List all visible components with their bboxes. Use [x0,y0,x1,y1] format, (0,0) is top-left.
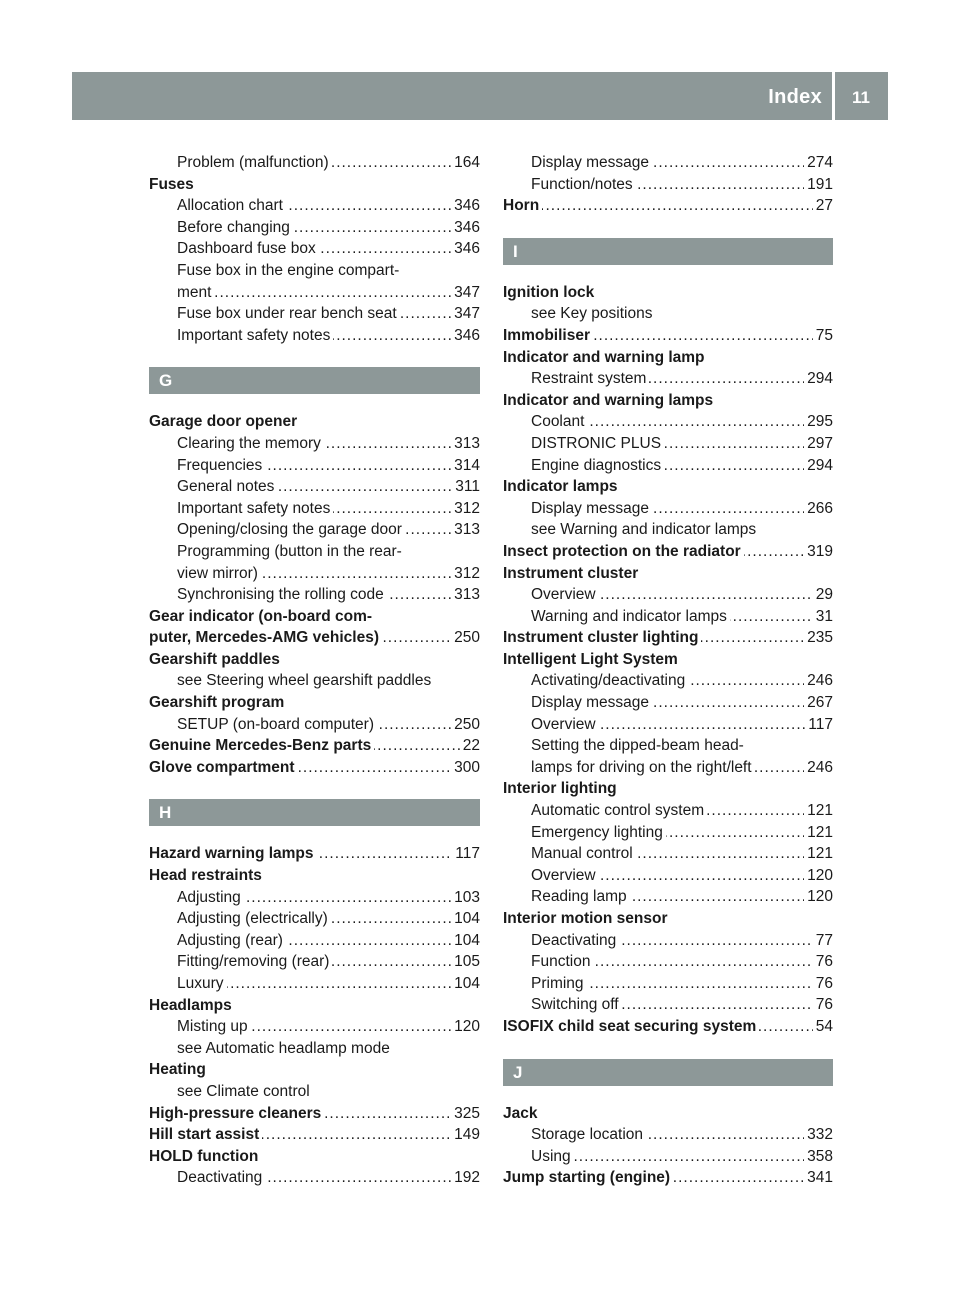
index-entry [149,843,480,865]
entry-page-number: 341 [804,1167,833,1189]
entry-label: lamps for driving on the right/left [531,757,755,779]
index-entry [149,174,480,196]
index-subentry [149,1038,480,1060]
index-subentry [149,973,480,995]
entry-label: see Automatic headlamp mode [177,1038,393,1060]
entry-label: see Climate control [177,1081,313,1103]
entry-page-number: 266 [804,498,833,520]
index-subentry [503,519,833,541]
entry-label: Horn [503,195,542,217]
entry-page-number: 346 [451,238,480,260]
index-entry [503,1016,833,1038]
index-subentry [149,714,480,736]
index-subentry [149,152,480,174]
entry-label: Problem (malfunction) [177,152,332,174]
index-subentry [149,519,480,541]
entry-page-number: 347 [451,282,480,304]
entry-page-number: 104 [451,908,480,930]
index-subentry [149,887,480,909]
index-subentry [503,411,833,433]
header-bar [72,72,888,120]
entry-label: Instrument cluster lighting [503,627,701,649]
entry-label: Adjusting (rear) [177,930,286,952]
entry-label: Ignition lock [503,282,597,304]
index-subentry [503,584,833,606]
entry-label: SETUP (on-board computer) [177,714,377,736]
dot-leader [503,195,833,217]
index-subentry [149,1081,480,1103]
index-subentry [503,973,833,995]
entry-label: Gear indicator (on-board com- [149,606,375,628]
index-subentry [149,951,480,973]
index-entry [503,541,833,563]
entry-page-number: 235 [804,627,833,649]
entry-page-number: 121 [804,822,833,844]
index-subentry [503,670,833,692]
entry-page-number: 319 [804,541,833,563]
entry-page-number: 54 [813,1016,833,1038]
index-subentry [503,757,833,779]
entry-page-number: 149 [451,1124,480,1146]
entry-page-number: 246 [804,670,833,692]
index-subentry [503,735,833,757]
entry-page-number: 76 [813,951,833,973]
entry-page-number: 250 [451,714,480,736]
entry-page-number: 346 [451,195,480,217]
index-subentry [149,930,480,952]
entry-label: Automatic control system [531,800,707,822]
entry-label: Immobiliser [503,325,593,347]
entry-label: Instrument cluster [503,563,641,585]
entry-label: Jack [503,1103,540,1125]
entry-label: Function [531,951,593,973]
index-entry [503,627,833,649]
index-subentry [149,433,480,455]
index-entry [503,649,833,671]
index-subentry [503,714,833,736]
entry-label: Warning and indicator lamps [531,606,730,628]
entry-page-number: 77 [813,930,833,952]
entry-label: Overview [531,865,599,887]
entry-page-number: 325 [451,1103,480,1125]
entry-page-number: 103 [451,887,480,909]
entry-page-number: 192 [451,1167,480,1189]
index-entry [149,1124,480,1146]
index-entry [149,606,480,628]
entry-page-number: 31 [813,606,833,628]
index-subentry [503,368,833,390]
index-subentry [149,498,480,520]
index-subentry [503,455,833,477]
index-entry [149,1103,480,1125]
index-subentry [503,994,833,1016]
index-entry [503,282,833,304]
entry-page-number: 117 [452,843,480,865]
index-entry [503,347,833,369]
entry-page-number: 104 [451,930,480,952]
index-subentry [503,951,833,973]
index-subentry [503,886,833,908]
index-subentry [503,303,833,325]
index-subentry [149,238,480,260]
index-subentry [149,1167,480,1189]
index-subentry [503,433,833,455]
entry-label: Luxury [177,973,227,995]
entry-page-number: 312 [451,498,480,520]
section-letter-bar: H [149,799,480,826]
entry-label: Gearshift paddles [149,649,283,671]
entry-label: Storage location [531,1124,646,1146]
entry-page-number: 120 [804,865,833,887]
index-subentry [149,563,480,585]
entry-label: Using [531,1146,574,1168]
index-subentry [149,455,480,477]
entry-label: Activating/deactivating [531,670,688,692]
entry-page-number: 164 [451,152,480,174]
index-entry [149,411,480,433]
entry-label: ISOFIX child seat securing system [503,1016,759,1038]
entry-page-number: 300 [451,757,480,779]
entry-page-number: 250 [451,627,480,649]
entry-label: Fuse box in the engine compart- [177,260,402,282]
entry-label: Indicator lamps [503,476,621,498]
index-entry [149,692,480,714]
entry-label: Adjusting (electrically) [177,908,331,930]
page-number: 11 [852,88,870,107]
entry-label: Programming (button in the rear- [177,541,405,563]
entry-label: General notes [177,476,277,498]
entry-page-number: 358 [804,1146,833,1168]
entry-label: Fitting/removing (rear) [177,951,332,973]
index-entry [503,476,833,498]
entry-label: Genuine Mercedes-Benz parts [149,735,374,757]
entry-page-number: 294 [804,368,833,390]
entry-label: Engine diagnostics [531,455,664,477]
entry-label: Heating [149,1059,209,1081]
entry-label: Indicator and warning lamps [503,390,716,412]
entry-label: see Warning and indicator lamps [531,519,759,541]
index-entry [149,757,480,779]
entry-page-number: 297 [804,433,833,455]
entry-label: Gearshift program [149,692,287,714]
entry-page-number: 104 [451,973,480,995]
index-entry [503,778,833,800]
entry-label: see Key positions [531,303,656,325]
entry-page-number: 311 [452,476,480,498]
entry-label: Glove compartment [149,757,298,779]
dot-leader [531,1146,833,1168]
index-subentry [503,1146,833,1168]
entry-label: view mirror) [177,563,261,585]
entry-label: Manual control [531,843,636,865]
index-subentry [149,325,480,347]
entry-label: Hazard warning lamps [149,843,317,865]
index-entry [503,1103,833,1125]
index-entry [503,390,833,412]
entry-label: Interior motion sensor [503,908,671,930]
entry-page-number: 346 [451,325,480,347]
entry-label: Adjusting [177,887,244,909]
entry-page-number: 274 [804,152,833,174]
entry-label: see Steering wheel gearshift paddles [177,670,434,692]
section-title: Index [768,86,822,108]
index-entry [149,1146,480,1168]
entry-label: Misting up [177,1016,251,1038]
entry-page-number: 22 [460,735,480,757]
entry-page-number: 332 [804,1124,833,1146]
entry-page-number: 346 [451,217,480,239]
entry-page-number: 267 [804,692,833,714]
entry-page-number: 120 [451,1016,480,1038]
entry-label: Display message [531,692,652,714]
index-subentry [149,217,480,239]
entry-label: Insect protection on the radiator [503,541,744,563]
entry-label: Coolant [531,411,587,433]
section-letter-bar: G [149,367,480,394]
entry-page-number: 191 [804,174,833,196]
index-subentry [503,174,833,196]
index-subentry [149,584,480,606]
index-column-left [149,152,480,1189]
section-letter-bar: J [503,1059,833,1086]
index-subentry [503,692,833,714]
entry-page-number: 117 [805,714,833,736]
index-entry [149,865,480,887]
entry-label: Deactivating [177,1167,265,1189]
entry-page-number: 121 [804,843,833,865]
entry-page-number: 347 [451,303,480,325]
index-subentry [149,670,480,692]
entry-label: Head restraints [149,865,265,887]
entry-page-number: 312 [451,563,480,585]
index-entry [149,995,480,1017]
index-subentry [149,303,480,325]
dot-leader [177,282,480,304]
index-subentry [149,541,480,563]
index-subentry [503,800,833,822]
index-entry [149,627,480,649]
index-entry [503,563,833,585]
entry-label: Emergency lighting [531,822,666,844]
entry-label: Garage door opener [149,411,300,433]
index-column-right [503,152,833,1189]
index-subentry [149,260,480,282]
entry-label: Headlamps [149,995,235,1017]
entry-label: Dashboard fuse box [177,238,319,260]
section-letter-bar: I [503,238,833,265]
index-subentry [149,476,480,498]
entry-page-number: 75 [813,325,833,347]
entry-label: Function/notes [531,174,636,196]
entry-label: High-pressure cleaners [149,1103,324,1125]
entry-page-number: 313 [451,519,480,541]
entry-label: Allocation chart [177,195,286,217]
entry-label: Important safety notes [177,498,333,520]
entry-label: Switching off [531,994,622,1016]
entry-label: Clearing the memory [177,433,324,455]
entry-label: HOLD function [149,1146,261,1168]
entry-page-number: 295 [804,411,833,433]
index-entry [503,908,833,930]
index-subentry [503,843,833,865]
entry-page-number: 29 [813,584,833,606]
index-subentry [503,606,833,628]
index-subentry [149,282,480,304]
entry-label: Frequencies [177,455,265,477]
entry-page-number: 105 [451,951,480,973]
entry-label: Intelligent Light System [503,649,681,671]
entry-label: Opening/closing the garage door [177,519,405,541]
entry-label: Fuse box under rear bench seat [177,303,400,325]
entry-page-number: 121 [804,800,833,822]
entry-page-number: 76 [813,973,833,995]
entry-page-number: 294 [804,455,833,477]
index-subentry [503,152,833,174]
entry-label: Display message [531,498,652,520]
entry-label: Interior lighting [503,778,620,800]
entry-page-number: 120 [804,886,833,908]
index-subentry [503,822,833,844]
entry-label: puter, Mercedes-AMG vehicles) [149,627,382,649]
entry-label: Hill start assist [149,1124,262,1146]
index-subentry [503,865,833,887]
index-entry [149,649,480,671]
entry-label: Before changing [177,217,293,239]
entry-label: Important safety notes [177,325,333,347]
entry-page-number: 313 [451,433,480,455]
entry-page-number: 314 [451,455,480,477]
index-subentry [149,1016,480,1038]
index-subentry [149,908,480,930]
index-entry [503,1167,833,1189]
entry-label: Display message [531,152,652,174]
index-entry [503,325,833,347]
index-subentry [503,1124,833,1146]
entry-page-number: 76 [813,994,833,1016]
header-divider [832,72,835,120]
index-entry [149,735,480,757]
entry-page-number: 27 [813,195,833,217]
index-entry [149,1059,480,1081]
index-subentry [503,498,833,520]
entry-label: Reading lamp [531,886,630,908]
entry-page-number: 313 [451,584,480,606]
entry-label: Synchronising the rolling code [177,584,387,606]
index-subentry [503,930,833,952]
entry-label: DISTRONIC PLUS [531,433,664,455]
index-entry [503,195,833,217]
entry-label: Indicator and warning lamp [503,347,708,369]
entry-label: Deactivating [531,930,619,952]
entry-label: Jump starting (engine) [503,1167,673,1189]
entry-label: Priming [531,973,587,995]
entry-label: Setting the dipped-beam head- [531,735,747,757]
entry-label: ment [177,282,214,304]
entry-label: Overview [531,584,599,606]
index-subentry [149,195,480,217]
entry-page-number: 246 [804,757,833,779]
entry-label: Overview [531,714,599,736]
entry-label: Fuses [149,174,197,196]
entry-label: Restraint system [531,368,649,390]
